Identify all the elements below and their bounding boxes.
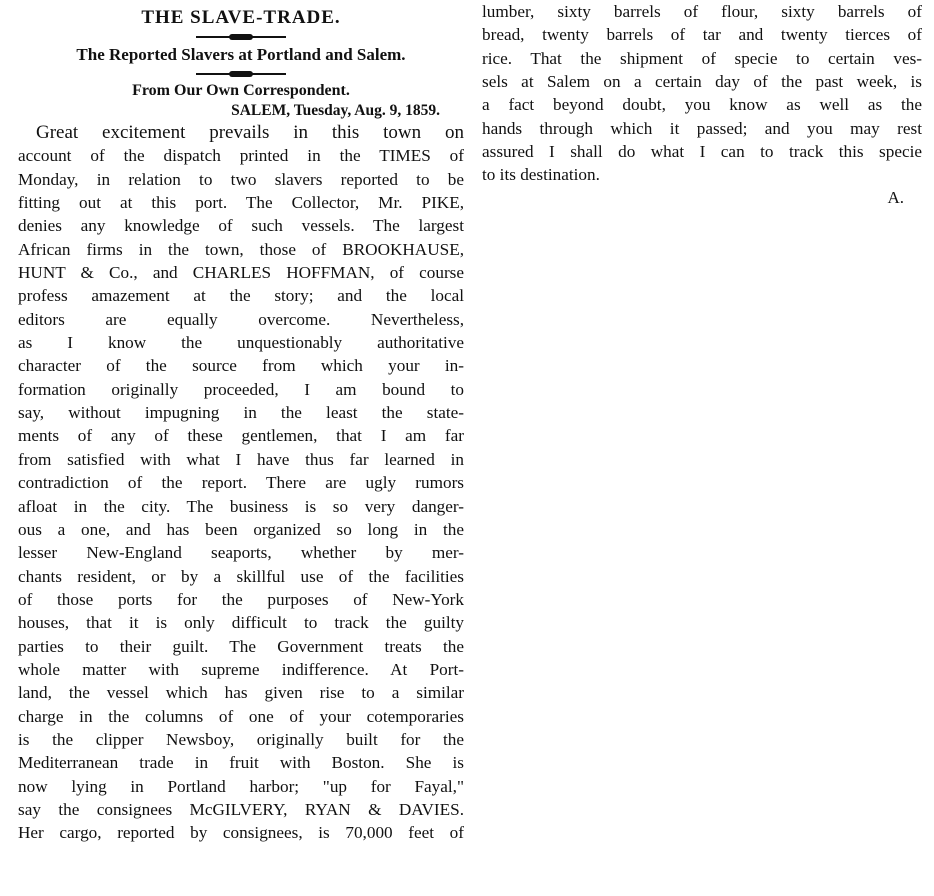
text-line: rice. That the shipment of specie to certain ves- [482,48,922,68]
text-line: Her cargo, reported by consignees, is 70,000 feet of [18,823,464,843]
text-line: formation originally proceeded, I am bound to [18,379,464,399]
headline: THE SLAVE-TRADE. [141,7,341,28]
text-line: houses, that it is only difficult to track the guilty [18,613,464,633]
text-line: contradiction of the report. There are ugly rumors [18,473,464,493]
text-line: as I know the unquestionably authoritative [18,333,464,353]
text-line: a fact beyond doubt, you know as well as the [482,95,922,115]
text-line: parties to their guilt. The Government treats the [18,636,464,656]
text-line: African firms in the town, those of BROOKHAUSE, [18,239,464,259]
text-line: afloat in the city. The business is so very danger- [18,496,464,516]
text-line: Great excitement prevails in this town on [36,122,464,143]
text-line: Monday, in relation to two slavers reported to be [18,169,464,189]
text-line: character of the source from which your in- [18,356,464,376]
text-line: to its destination. [482,165,600,185]
text-line: denies any knowledge of such vessels. The largest [18,216,464,236]
text-line: charge in the columns of one of your cotemporaries [18,706,464,726]
text-line: lumber, sixty barrels of flour, sixty barrels of [482,2,922,21]
text-line: Mediterranean trade in fruit with Boston. She is [18,753,464,773]
text-line: from satisfied with what I have thus far learned in [18,449,464,469]
text-line: assured I shall do what I can to track this specie [482,142,922,162]
text-line: say, without impugning in the least the state- [18,403,464,423]
correspondent-line: From Our Own Correspondent. [132,82,350,99]
text-line: HUNT & Co., and CHARLES HOFFMAN, of course [18,263,464,283]
text-line: chants resident, or by a skillful use of the facilities [18,566,464,586]
article-body-left [18,121,464,845]
text-line: profess amazement at the story; and the local [18,286,464,306]
ornamental-rule-icon [196,69,286,79]
subheadline: The Reported Slavers at Portland and Salem. [76,45,406,64]
text-line: lesser New-England seaports, whether by mer- [18,543,464,563]
text-line: say the consignees McGILVERY, RYAN & DAVIES. [18,799,464,819]
text-line: of those ports for the purposes of New-York [18,589,464,609]
text-line: is the clipper Newsboy, originally built for the [18,729,464,749]
text-line: account of the dispatch printed in the TIMES of [18,146,464,166]
text-line: ous a one, and has been organized so long in the [18,519,464,539]
text-line: ments of any of these gentlemen, that I am far [18,426,464,446]
signature: A. [887,187,904,207]
ornamental-rule-icon [196,32,286,42]
dateline: SALEM, Tuesday, Aug. 9, 1859. [231,102,440,119]
text-line: hands through which it passed; and you may rest [482,118,922,138]
text-line: bread, twenty barrels of tar and twenty tierces of [482,25,922,45]
article-column-left [18,0,464,845]
text-line: sels at Salem on a certain day of the past week, is [482,72,922,92]
text-line: now lying in Portland harbor; "up for Fayal," [18,776,464,796]
article-body-right [482,0,922,187]
text-line: fitting out at this port. The Collector, Mr. PIKE, [18,193,464,213]
text-line: editors are equally overcome. Nevertheless, [18,309,464,329]
text-line: land, the vessel which has given rise to a similar [18,683,464,703]
text-line: whole matter with supreme indifference. At Port- [18,659,464,679]
article-column-right [482,0,922,209]
